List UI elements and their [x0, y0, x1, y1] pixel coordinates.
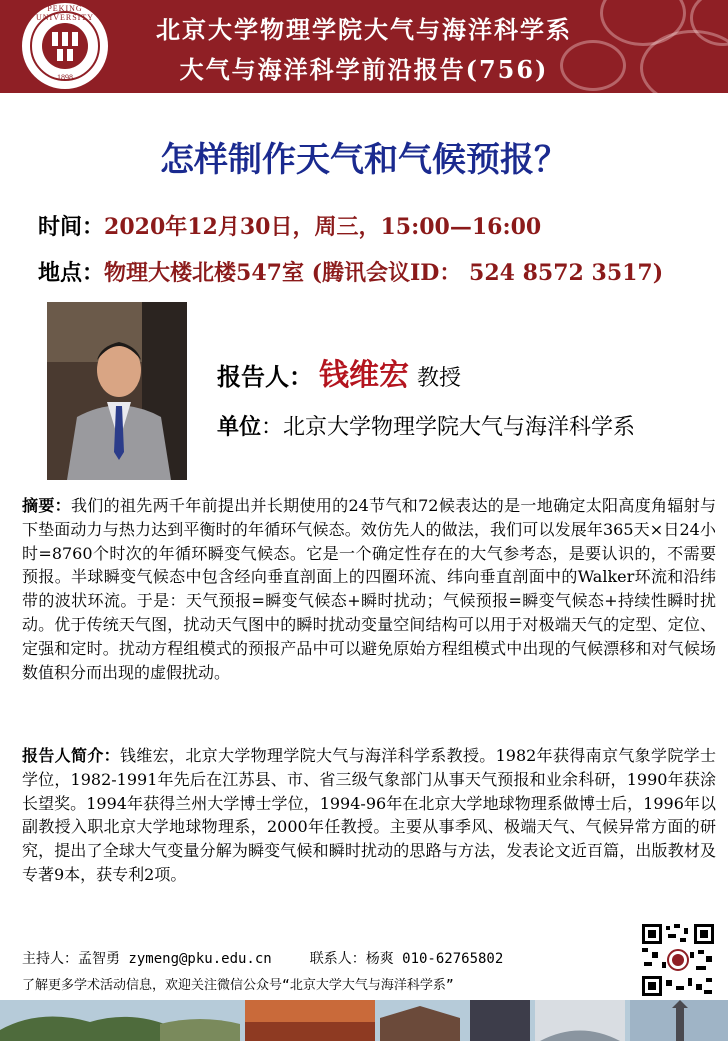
logo-year: 1898 — [57, 73, 73, 82]
abstract-label: 摘要： — [22, 496, 71, 515]
campus-scenery-image — [0, 1000, 728, 1041]
unit-value: 北京大学物理学院大气与海洋科学系 — [283, 415, 636, 440]
footer-contacts — [22, 948, 503, 968]
talk-title: 怎样制作天气和气候预报？ — [160, 140, 568, 180]
speaker-photo — [47, 302, 187, 480]
wechat-notice: 了解更多学术活动信息，欢迎关注微信公众号“北京大学大气与海洋科学系” — [22, 978, 454, 993]
time-value: 2020年12月30日，周三，15:00—16:00 — [104, 214, 542, 240]
qr-code-graphic — [640, 922, 716, 998]
time-line — [38, 210, 541, 241]
qr-code-icon[interactable] — [640, 922, 716, 998]
speaker-label: 报告人： — [217, 362, 313, 391]
bio-label: 报告人简介： — [22, 746, 120, 765]
abstract-text: 我们的祖先两千年前提出并长期使用的24节气和72候表达的是一地确定太阳高度角辐射与下垫面动力与热力达到平衡时的年循环气候态。效仿先人的做法，我们可以发展年365天×日24小时=8760个时次的年循环瞬变气候态。它是一个确定性存在的大气参考态，是要认识的，不需要预报。半球瞬变气候态中包含经向垂直剖面上的四圈环流、纬向垂直剖面中的Walker环流和沿纬带的波状环流。于是：天气预报=瞬变气候态+瞬时扰动；气候预报=瞬变气候态+持续性瞬时扰动。优于传统天气图，扰动天气图中的瞬时扰动变量空间结构可以用于对极端天气的定型、定位、定强和定时。扰动方程组模式的预报产品中可以避免原始方程组模式中出现的气候漂移和对气候场数值积分而出现的虚假扰动。 — [22, 496, 716, 682]
location-value: 物理大楼北楼547室 (腾讯会议ID： 524 8572 3517) — [104, 260, 664, 286]
location-label: 地点： — [38, 260, 105, 286]
speaker-portrait — [47, 302, 187, 480]
department-title: 北京大学物理学院大气与海洋科学系 — [156, 15, 572, 44]
unit-label: 单位 — [217, 414, 262, 440]
location-line — [38, 256, 663, 287]
abstract-paragraph — [22, 494, 716, 684]
contact-info: 联系人：杨爽 010-62765802 — [309, 951, 504, 967]
logo-top-text: PEKING UNIVERSITY — [36, 4, 94, 22]
header-banner — [0, 0, 728, 93]
speaker-line — [217, 350, 461, 394]
campus-scenery-banner — [0, 1000, 728, 1041]
unit-line — [217, 410, 635, 441]
bio-paragraph — [22, 744, 716, 887]
time-label: 时间： — [38, 214, 105, 240]
bio-text: 钱维宏，北京大学物理学院大气与海洋科学系教授。1982年获得南京气象学院学士学位，1982-1991年先后在江苏县、市、省三级气象部门从事天气预报和业余科研，1990年获涂长望奖。1994年获得兰州大学博士学位，1994-96年在北京大学地球物理系做博士后，1996年以副教授入职北京大学地球物理系，2000年任教授。主要从事季风、极端天气、气候异常方面的研究，提出了全球大气变量分解为瞬变气候和瞬时扰动的思路与方法，发表论文近百篇，出版教材及专著9本，获专利2项。 — [22, 746, 716, 884]
speaker-rank: 教授 — [417, 366, 462, 391]
host-info: 主持人：孟智勇 zymeng@pku.edu.cn — [22, 951, 272, 967]
unit-separator: ： — [261, 415, 284, 440]
lecture-series-title: 大气与海洋科学前沿报告(756) — [179, 55, 549, 84]
speaker-name: 钱维宏 — [319, 358, 409, 393]
